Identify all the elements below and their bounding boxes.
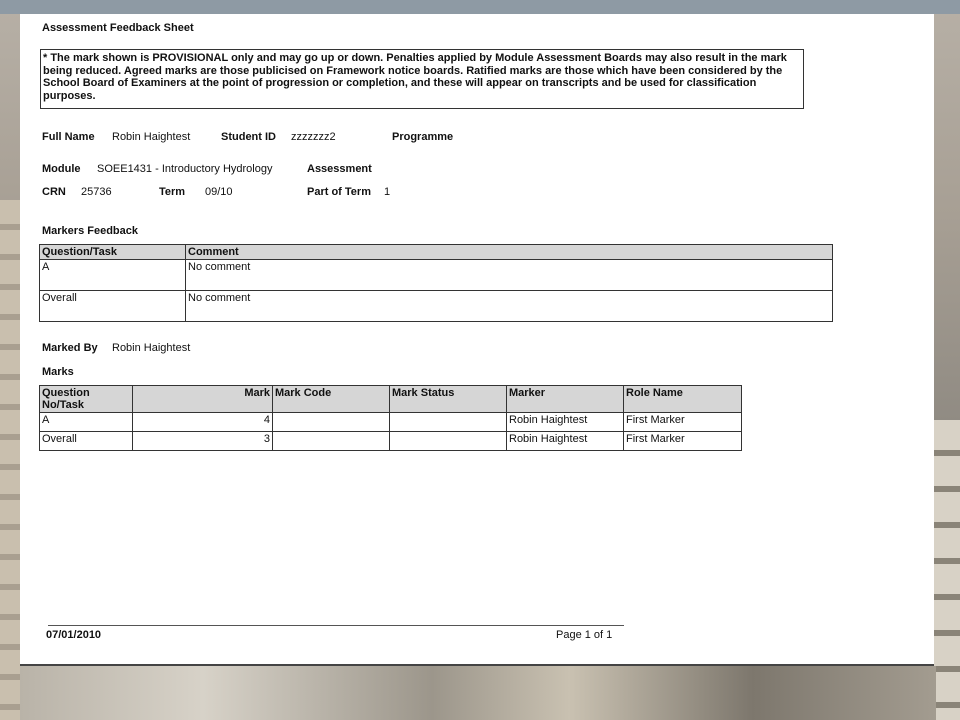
role-cell: First Marker — [624, 413, 742, 432]
column-header: Mark Code — [273, 386, 390, 413]
comment-cell: No comment — [186, 260, 833, 291]
background-photo-top — [0, 0, 960, 14]
task-cell: Overall — [40, 291, 186, 322]
crn-value: 25736 — [81, 186, 112, 198]
programme-label: Programme — [392, 131, 454, 143]
mark-status-cell — [390, 413, 507, 432]
part-of-term-value: 1 — [384, 186, 391, 198]
table-row — [40, 413, 742, 432]
column-header: Role Name — [624, 386, 742, 413]
marks-table — [39, 385, 742, 451]
mark-cell: 4 — [133, 413, 273, 432]
provisional-notice: * The mark shown is PROVISIONAL only and may go up or down. Penalties applied by Module Assessment Boards may also result in the mark being reduced. Agreed marks are those publicised on Framework notice boards. Ratified marks are those which have been considered by the School Board of Examiners at the point of progression or completion, and these will appear on transcripts and be used for classification purposes. — [40, 49, 804, 109]
footer-page-number: Page 1 of 1 — [556, 629, 613, 641]
background-photo-right — [934, 420, 960, 720]
mark-code-cell — [273, 413, 390, 432]
marked-by-value: Robin Haightest — [112, 342, 191, 354]
marks-heading: Marks — [42, 366, 74, 378]
column-header: Marker — [507, 386, 624, 413]
table-header-row — [40, 245, 833, 260]
mark-code-cell — [273, 432, 390, 451]
marker-cell: Robin Haightest — [507, 432, 624, 451]
assessment-label: Assessment — [307, 163, 372, 175]
feedback-table — [39, 244, 833, 322]
marked-by-label: Marked By — [42, 342, 98, 354]
full-name-label: Full Name — [42, 131, 95, 143]
column-header: Mark — [133, 386, 273, 413]
part-of-term-label: Part of Term — [307, 186, 371, 198]
table-header-row — [40, 386, 742, 413]
column-header: Mark Status — [390, 386, 507, 413]
table-row — [40, 260, 833, 291]
column-header: Question/Task — [40, 245, 186, 260]
student-id-value: zzzzzzz2 — [291, 131, 336, 143]
full-name-value: Robin Haightest — [112, 131, 191, 143]
marker-cell: Robin Haightest — [507, 413, 624, 432]
comment-cell: No comment — [186, 291, 833, 322]
module-label: Module — [42, 163, 81, 175]
question-cell: A — [40, 413, 133, 432]
mark-cell: 3 — [133, 432, 273, 451]
term-value: 09/10 — [205, 186, 233, 198]
role-cell: First Marker — [624, 432, 742, 451]
background-photo-left — [0, 200, 20, 720]
task-cell: A — [40, 260, 186, 291]
column-header: Question No/Task — [40, 386, 133, 413]
mark-status-cell — [390, 432, 507, 451]
table-row — [40, 291, 833, 322]
sheet-title: Assessment Feedback Sheet — [42, 22, 194, 34]
module-value: SOEE1431 - Introductory Hydrology — [97, 163, 273, 175]
footer-divider — [48, 625, 624, 626]
student-id-label: Student ID — [221, 131, 276, 143]
feedback-sheet — [20, 14, 934, 666]
table-row — [40, 432, 742, 451]
markers-feedback-heading: Markers Feedback — [42, 225, 138, 237]
term-label: Term — [159, 186, 186, 198]
column-header: Comment — [186, 245, 833, 260]
crn-label: CRN — [42, 186, 66, 198]
footer-date: 07/01/2010 — [46, 629, 102, 641]
question-cell: Overall — [40, 432, 133, 451]
background-photo-bottom — [20, 666, 936, 720]
